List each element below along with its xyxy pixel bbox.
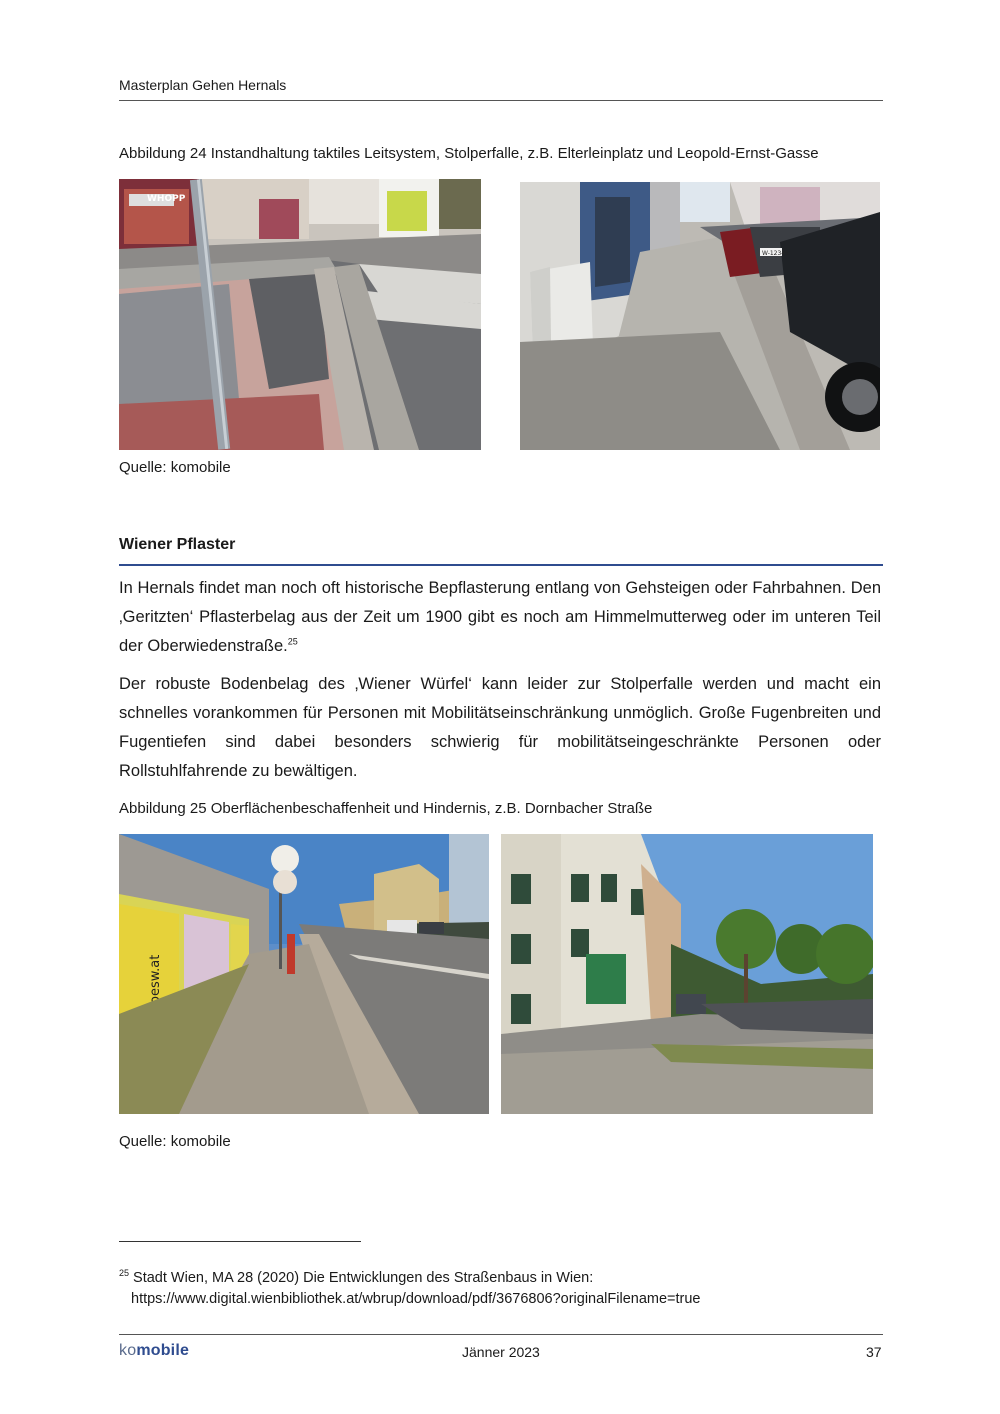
page-number: 37 — [866, 1344, 882, 1360]
paragraph-wiener-wuerfel: Der robuste Bodenbelag des ‚Wiener Würfel‘ kann leider zur Stolperfalle werden und macht ein schnelles vorankommen für Personen mit Mobilitätseinschränkung unmöglich. Große Fugenbreiten und Fugentiefen sind dabei besonders schwierig für mobilitätseingeschränkte Personen oder Rollstuhlfahrende zu bewältigen. — [119, 675, 881, 780]
section-heading-rule — [119, 564, 883, 566]
running-header: Masterplan Gehen Hernals — [119, 77, 287, 93]
figure-25-caption: Abbildung 25 Oberflächenbeschaffenheit und Hindernis, z.B. Dornbacher Straße — [119, 800, 653, 817]
figure-24-source: Quelle: komobile — [119, 459, 231, 476]
licence-plate-text: W-12345 — [762, 250, 789, 257]
figure-25-photo-sidewalk — [119, 834, 489, 1114]
komobile-logo: komobile — [119, 1342, 190, 1359]
footer-date: Jänner 2023 — [462, 1344, 540, 1360]
footnote-separator — [119, 1241, 361, 1242]
paragraph-historic-paving: In Hernals findet man noch oft historische Bepflasterung entlang von Gehsteigen oder Fahrbahnen. Den ‚Geritzten‘ Pflasterbelag aus der Zeit um 1900 gibt es noch am Himmelmutterweg oder im unteren Teil der Oberwiedenstraße.$^{25}$ — [119, 579, 881, 655]
figure-25-photo-square — [501, 834, 873, 1114]
footer-divider — [119, 1334, 883, 1335]
footnote-text: Stadt Wien, MA 28 (2020) Die Entwicklungen des Straßenbaus in Wien: — [133, 1270, 594, 1286]
footnote-reference[interactable]: 25 — [287, 636, 298, 647]
section-heading: Wiener Pflaster — [119, 536, 236, 553]
figure-24-caption: Abbildung 24 Instandhaltung taktiles Leitsystem, Stolperfalle, z.B. Elterleinplatz und Leopold-Ernst-Gasse — [119, 145, 819, 162]
shop-sign-text: WHOPP — [147, 194, 186, 204]
footnote-number: 25 — [119, 1268, 130, 1279]
figure-25-source: Quelle: komobile — [119, 1133, 231, 1150]
footnote-url-link[interactable]: https://www.digital.wienbibliothek.at/wbrup/download/pdf/3676806?originalFilename=true — [131, 1291, 701, 1307]
billboard-text: oesw.at — [148, 954, 163, 1004]
header-divider — [119, 100, 883, 101]
figure-24-photo-leopold-ernst-gasse — [520, 182, 880, 450]
figure-24-photo-elterleinplatz — [119, 179, 481, 450]
footnote-25 — [119, 1268, 700, 1310]
